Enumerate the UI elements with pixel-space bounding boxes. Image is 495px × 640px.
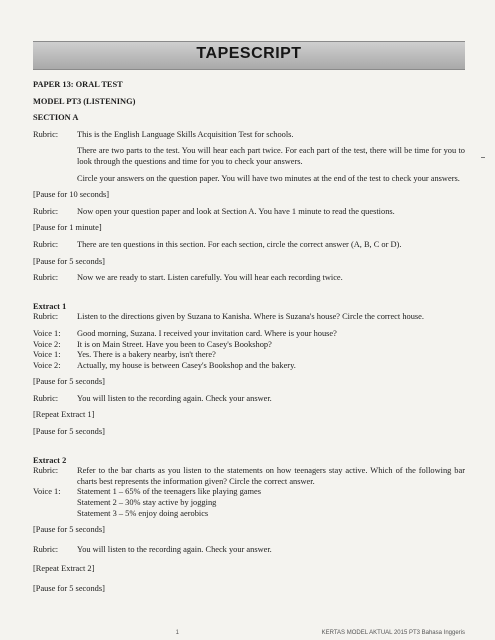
- page-number: 1: [175, 630, 179, 636]
- statement-text: Statement 1 – 65% of the teenagers like playing games: [77, 487, 261, 497]
- pause-note: [Pause for 5 seconds]: [33, 584, 105, 593]
- repeat-note: [Repeat Extract 1]: [33, 410, 95, 420]
- statement-text: Statement 3 – 5% enjoy doing aerobics: [77, 508, 209, 518]
- rubric-label: Rubric:: [33, 544, 59, 554]
- statement-text: Statement 2 – 30% stay active by jogging: [77, 498, 217, 508]
- margin-mark: [481, 157, 485, 158]
- voice-line: [33, 487, 465, 498]
- model-title: MODEL PT3 (LISTENING): [33, 96, 136, 106]
- rubric-row: [33, 240, 465, 251]
- voice-label: Voice 2:: [33, 339, 61, 349]
- pause-note: [Pause for 5 seconds]: [33, 256, 105, 266]
- pause-note: [Pause for 1 minute]: [33, 223, 102, 233]
- rubric-label: Rubric:: [33, 466, 59, 476]
- paper-title: PAPER 13: ORAL TEST: [33, 80, 123, 89]
- pause-note: [Pause for 10 seconds]: [33, 190, 110, 200]
- rubric-label: Rubric:: [33, 393, 59, 403]
- rubric-text: There are ten questions in this section. For each section, circle the correct answer (A, B, C or D).: [77, 239, 402, 249]
- rubric-text: Listen to the directions given by Suzana to Kanisha. Where is Suzana's house? Circle the correct house.: [77, 312, 424, 322]
- voice-line: [33, 361, 465, 372]
- voice-text: Actually, my house is between Casey's Bookshop and the bakery.: [77, 360, 296, 370]
- repeat-note: [Repeat Extract 2]: [33, 564, 95, 574]
- rubric-text: Now open your question paper and look at Section A. You have 1 minute to read the questions.: [77, 206, 395, 216]
- rubric-text: This is the English Language Skills Acquisition Test for schools.: [77, 129, 294, 139]
- voice-label: Voice 1:: [33, 328, 61, 338]
- voice-line: [33, 329, 465, 340]
- rubric-label: Rubric:: [33, 312, 59, 322]
- rubric-text: You will listen to the recording again. Check your answer.: [77, 544, 272, 554]
- page-title: TAPESCRIPT: [196, 45, 302, 62]
- rubric-text: You will listen to the recording again. Check your answer.: [77, 393, 272, 403]
- rubric-text: Refer to the bar charts as you listen to the statements on how teenagers stay active. Which of the following bar charts best represents the information given? Circle the correct answer.: [77, 466, 465, 486]
- rubric-text: Now we are ready to start. Listen carefully. You will hear each recording twice.: [77, 273, 343, 283]
- pause-note: [Pause for 5 seconds]: [33, 377, 105, 387]
- rubric-row: [33, 312, 465, 323]
- rubric-label: Rubric:: [33, 273, 59, 283]
- pause-note: [Pause for 5 seconds]: [33, 427, 105, 437]
- rubric-row: [33, 207, 465, 218]
- voice-label: Voice 1:: [33, 350, 61, 360]
- footer-right: KERTAS MODEL AKTUAL 2015 PT3 Bahasa Inggeris: [321, 630, 465, 636]
- voice-line: [33, 350, 465, 361]
- voice-label: Voice 2:: [33, 360, 61, 370]
- rubric-row: [33, 130, 465, 141]
- section-title: SECTION A: [33, 113, 79, 123]
- rubric-row: [33, 545, 465, 556]
- rubric-label: Rubric:: [33, 206, 59, 216]
- voice-text: It is on Main Street. Have you been to Casey's Bookshop?: [77, 339, 272, 349]
- rubric-label: Rubric:: [33, 239, 59, 249]
- extract-1-title: Extract 1: [33, 301, 67, 311]
- rubric-text: Circle your answers on the question paper. You will have two minutes at the end of the test to check your answers.: [77, 173, 460, 183]
- pause-note: [Pause for 5 seconds]: [33, 525, 105, 535]
- header-banner: [33, 41, 465, 70]
- voice-line: [33, 340, 465, 351]
- voice-text: Yes. There is a bakery nearby, isn't there?: [77, 350, 216, 360]
- rubric-row: [33, 466, 465, 487]
- rubric-label: Rubric:: [33, 129, 59, 139]
- page-footer: [33, 630, 465, 636]
- voice-text: Good morning, Suzana. I received your invitation card. Where is your house?: [77, 328, 337, 338]
- rubric-row: [33, 273, 465, 284]
- rubric-row: [33, 394, 465, 405]
- voice-label: Voice 1:: [33, 487, 61, 497]
- rubric-text: There are two parts to the test. You will hear each part twice. For each part of the test, there will be time for you to look through the questions and time for you to check your answers.: [77, 146, 465, 166]
- extract-2-title: Extract 2: [33, 455, 67, 465]
- tapescript-body: [33, 80, 465, 595]
